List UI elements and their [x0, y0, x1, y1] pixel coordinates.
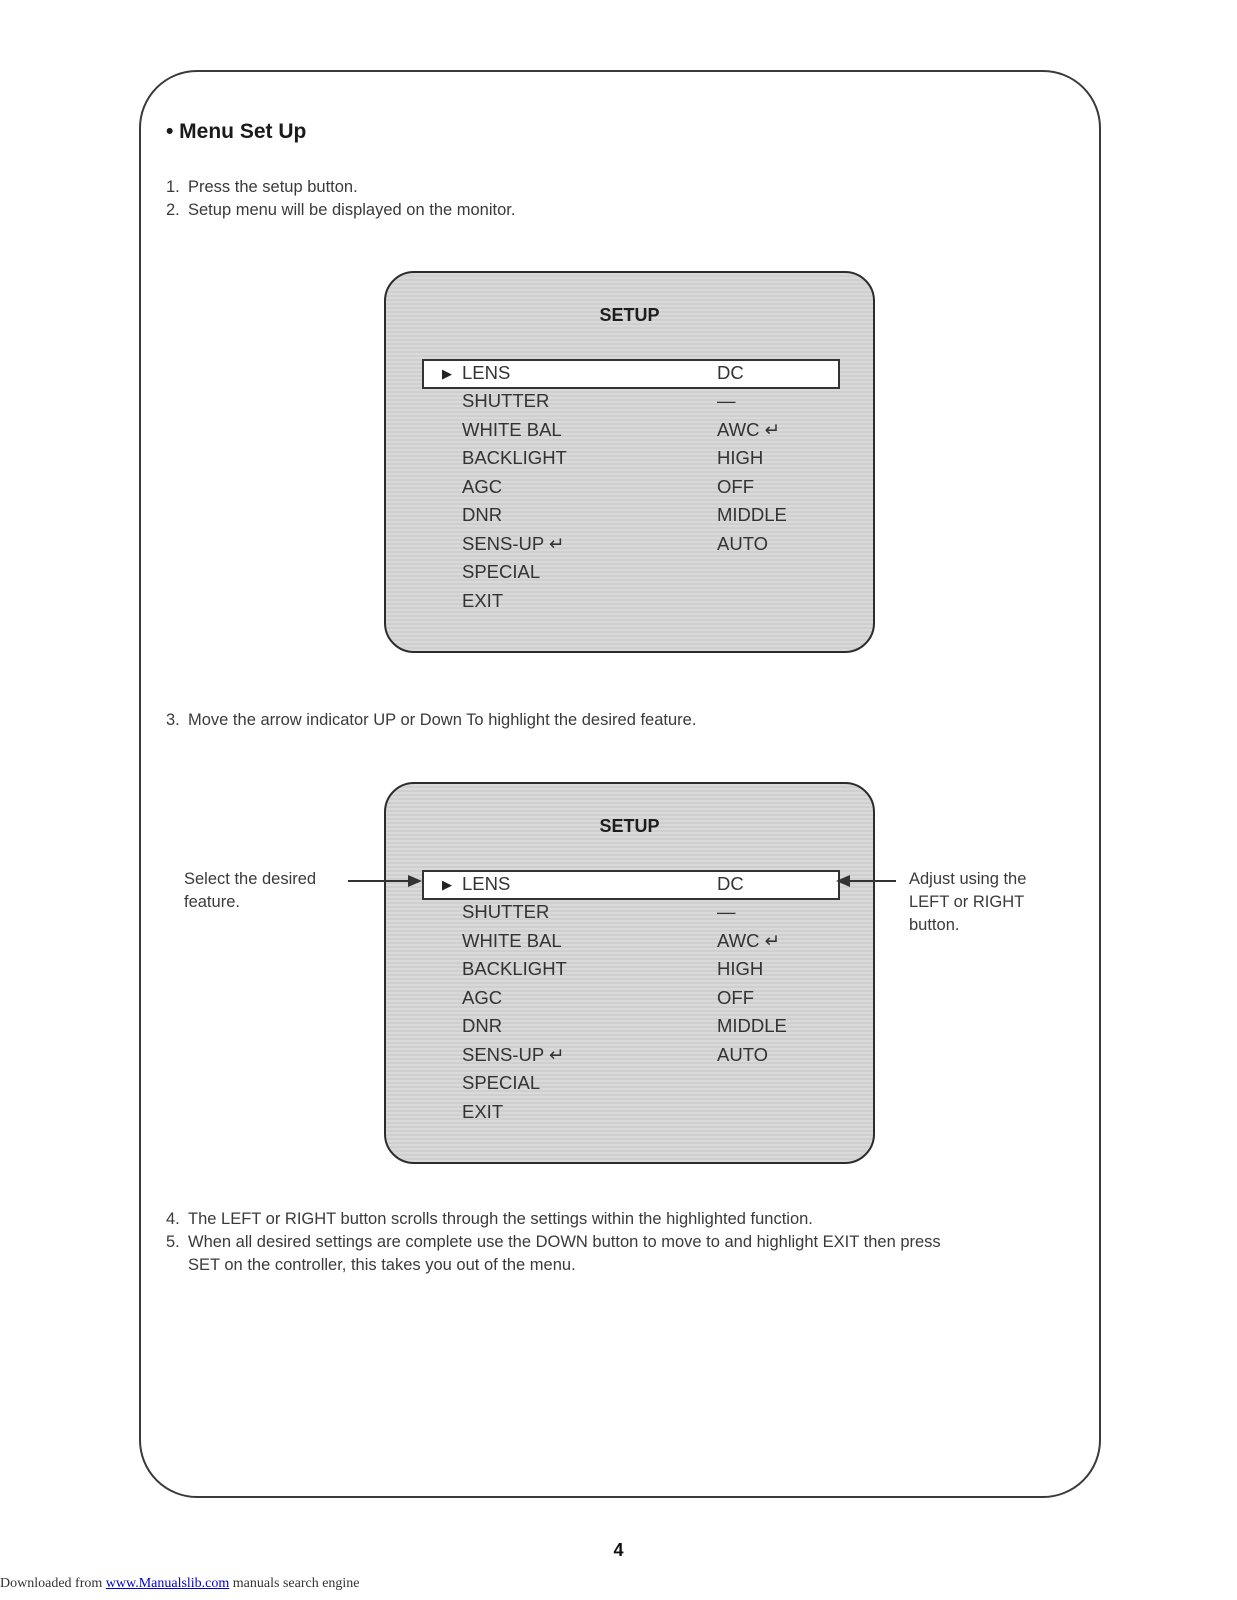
menu-label: BACKLIGHT: [462, 958, 567, 979]
menu-label: EXIT: [462, 590, 504, 611]
step-text: Move the arrow indicator UP or Down To highlight the desired feature.: [188, 711, 697, 729]
menu-label: SPECIAL: [462, 1072, 541, 1093]
page-number: 4: [613, 1540, 624, 1560]
step-5: [166, 1231, 941, 1277]
menu-label: LENS: [462, 362, 511, 383]
step-text: Press the setup button.: [188, 178, 358, 196]
step-number: 4.: [166, 1210, 180, 1228]
callout-line: button.: [909, 916, 960, 934]
arrow-indicator-icon: ▶: [442, 366, 452, 381]
menu-label: SPECIAL: [462, 561, 541, 582]
menu-value: OFF: [717, 476, 754, 497]
menu-label: SENS-UP ↵: [462, 533, 565, 554]
menu-value: MIDDLE: [717, 1015, 787, 1036]
menu-label: DNR: [462, 504, 503, 525]
menu-value: AUTO: [717, 1044, 769, 1065]
menu-value: MIDDLE: [717, 504, 787, 525]
step-number: 5.: [166, 1233, 180, 1251]
step-1: [166, 176, 358, 199]
callout-line: Adjust using the: [909, 870, 1027, 888]
menu-label: WHITE BAL: [462, 930, 562, 951]
callout-line: feature.: [184, 893, 240, 911]
callout-line: Select the desired: [184, 870, 317, 888]
step-number: 3.: [166, 711, 180, 729]
footer-suffix: manuals search engine: [229, 1576, 360, 1591]
menu-value: DC: [717, 873, 744, 894]
step-text: When all desired settings are complete use the DOWN button to move to and highlight EXIT then press: [188, 1233, 941, 1251]
menu-value: —: [717, 390, 736, 411]
menu-value: AWC ↵: [717, 419, 781, 440]
step-3: [166, 709, 696, 732]
menu-value: HIGH: [717, 447, 764, 468]
setup-menu-screen-2: [384, 782, 875, 1164]
menu-label: AGC: [462, 476, 503, 497]
menu-title: SETUP: [599, 816, 660, 836]
manualslib-link[interactable]: www.Manualslib.com: [105, 1576, 230, 1591]
callout-line: LEFT or RIGHT: [909, 893, 1025, 911]
step-text-continued: SET on the controller, this takes you out of the menu.: [188, 1256, 576, 1274]
menu-value: DC: [717, 362, 744, 383]
menu-label: EXIT: [462, 1101, 504, 1122]
arrow-right-icon: [408, 875, 422, 887]
menu-label: SENS-UP ↵: [462, 1044, 565, 1065]
menu-value: OFF: [717, 987, 754, 1008]
menu-label: SHUTTER: [462, 901, 550, 922]
menu-value: AWC ↵: [717, 930, 781, 951]
download-footer: [0, 1576, 360, 1592]
menu-value: AUTO: [717, 533, 769, 554]
menu-label: LENS: [462, 873, 511, 894]
section-heading: • Menu Set Up: [166, 120, 307, 143]
menu-label: BACKLIGHT: [462, 447, 567, 468]
step-4: [166, 1208, 813, 1231]
step-text: Setup menu will be displayed on the monitor.: [188, 201, 516, 219]
callout-left: [184, 868, 316, 914]
footer-prefix: Downloaded from: [0, 1576, 106, 1591]
setup-menu-screen-1: [384, 271, 875, 653]
step-number: 1.: [166, 178, 180, 196]
menu-label: DNR: [462, 1015, 503, 1036]
menu-label: AGC: [462, 987, 503, 1008]
callout-right-leader-line: [846, 880, 896, 882]
callout-left-leader-line: [348, 880, 412, 882]
step-2: [166, 199, 515, 222]
menu-value: HIGH: [717, 958, 764, 979]
menu-value: —: [717, 901, 736, 922]
step-number: 2.: [166, 201, 180, 219]
menu-label: WHITE BAL: [462, 419, 562, 440]
menu-label: SHUTTER: [462, 390, 550, 411]
arrow-indicator-icon: ▶: [442, 877, 452, 892]
step-text: The LEFT or RIGHT button scrolls through the settings within the highlighted function.: [188, 1210, 813, 1228]
callout-right: [909, 868, 1026, 937]
menu-title: SETUP: [599, 305, 660, 325]
